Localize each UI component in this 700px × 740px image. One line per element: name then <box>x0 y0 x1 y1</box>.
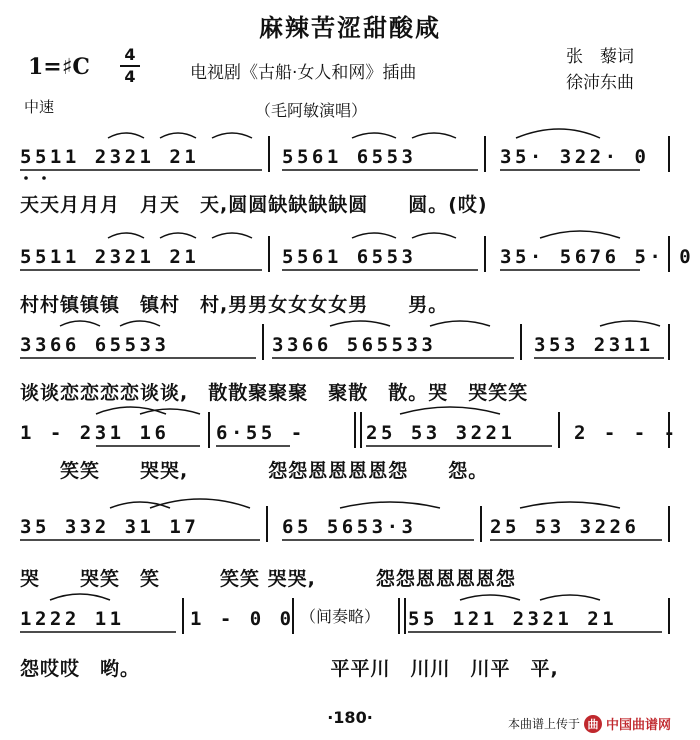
system-5-lyrics: 哭 哭笑 笑 笑笑 哭哭, 怨怨恩恩恩恩怨 <box>20 568 516 590</box>
barline <box>480 506 482 542</box>
system-3-notes-b: 3366 565533 <box>272 334 437 356</box>
system-5-notes-b: 65 5653·3 <box>282 516 417 538</box>
system-4-notes-d: 2 - - - <box>574 422 679 444</box>
system-2-notes-c: 35· 5676 5· 0 <box>500 246 695 268</box>
repeat-barline <box>354 412 362 448</box>
system-3-lyrics: 谈谈恋恋恋恋谈谈, 散散聚聚聚 聚散 散。哭 哭笑笑 <box>20 382 529 404</box>
key-signature: 1=♯C <box>28 54 90 80</box>
barline <box>668 506 670 542</box>
system-1-lyrics: 天天月月月 月天 天,圆圆缺缺缺缺圆 圆。(哎) <box>20 194 488 216</box>
system-6-lyrics: 怨哎哎 哟。 平平川 川川 川平 平, <box>20 658 559 680</box>
system-4-notes-c: 25 53 3221 <box>366 422 516 444</box>
system-2-notes-a: 5511 2321 21 <box>20 246 200 268</box>
barline <box>484 236 486 272</box>
system-1-notes-c: 35· 322· 0 <box>500 146 650 168</box>
barline <box>208 412 210 448</box>
site-logo-icon: 曲 <box>584 715 602 733</box>
system-2-lyrics: 村村镇镇镇 镇村 村,男男女女女女男 男。 <box>20 294 449 316</box>
system-6-notes-a: 1222 11 <box>20 608 125 630</box>
song-title: 麻辣苦涩甜酸咸 <box>259 14 441 42</box>
system-1-notes-a: 5511 2321 21 <box>20 146 200 168</box>
lyricist-credit: 张 藜词 <box>566 47 634 67</box>
song-source: 电视剧《古船·女人和网》插曲 <box>190 63 417 83</box>
system-5-notes-c: 25 53 3226 <box>490 516 640 538</box>
system-1-notes-b: 5561 6553 <box>282 146 417 168</box>
site-name[interactable]: 中国曲谱网 <box>606 718 672 733</box>
barline <box>668 412 670 448</box>
meter-top: 4 <box>124 45 136 64</box>
barline <box>268 236 270 272</box>
barline <box>262 324 264 360</box>
repeat-barline <box>398 598 406 634</box>
barline <box>484 136 486 172</box>
system-4-notes-a: 1 - 231 16 <box>20 422 170 444</box>
page-number: ·180· <box>327 708 373 727</box>
barline <box>182 598 184 634</box>
barline <box>292 598 294 634</box>
barline <box>266 506 268 542</box>
singer-credit: （毛阿敏演唱） <box>255 101 368 120</box>
system-6-notes-c: 55 121 2321 21 <box>408 608 618 630</box>
barline <box>668 236 670 272</box>
meter-bottom: 4 <box>124 67 136 86</box>
barline <box>668 136 670 172</box>
upload-credit <box>508 714 671 733</box>
barline <box>668 598 670 634</box>
system-4-lyrics: 笑笑 哭哭, 怨怨恩恩恩恩怨 怨。 <box>20 460 489 482</box>
system-6-notes-b: 1 - 0 0 <box>190 608 295 630</box>
barline <box>668 324 670 360</box>
time-signature <box>120 46 140 86</box>
tempo-marking: 中速 <box>24 98 55 116</box>
system-4-notes-b: 6·55 - <box>216 422 306 444</box>
interlude-note: （间奏略） <box>300 607 381 626</box>
barline <box>268 136 270 172</box>
barline <box>558 412 560 448</box>
barline <box>520 324 522 360</box>
system-3-notes-a: 3366 65533 <box>20 334 170 356</box>
system-3-notes-c: 353 2311 <box>534 334 654 356</box>
system-2-notes-b: 5561 6553 <box>282 246 417 268</box>
composer-credit: 徐沛东曲 <box>566 73 634 93</box>
system-5-notes-a: 35 332 31 17 <box>20 516 200 538</box>
upload-credit-text: 本曲谱上传于 <box>508 717 581 731</box>
